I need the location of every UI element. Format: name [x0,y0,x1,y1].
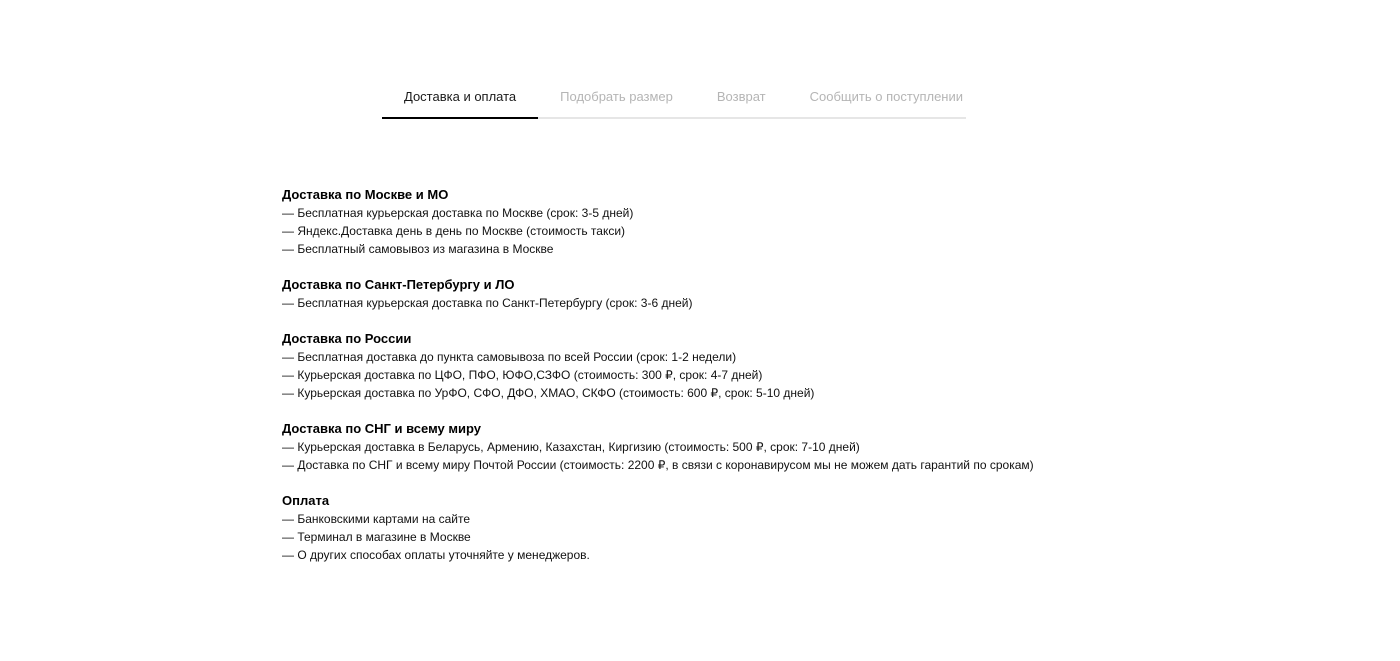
section-line: — Бесплатная доставка до пункта самовывоза по всей России (срок: 1-2 недели) [282,350,737,364]
tab-notify-arrival[interactable]: Сообщить о поступлении [809,89,963,104]
section-payment [282,492,1282,564]
section-moscow [282,186,1282,258]
section-line: — Терминал в магазине в Москве [282,530,471,544]
section-line: — Доставка по СНГ и всему миру Почтой России (стоимость: 2200 ₽, в связи с коронавирусом мы не можем дать гарантий по срокам) [282,458,1034,472]
section-title: Доставка по России [282,331,412,346]
tab-bar [382,80,966,119]
section-line: — О других способах оплаты уточняйте у менеджеров. [282,548,590,562]
section-line: — Бесплатный самовывоз из магазина в Москве [282,242,554,256]
tab-size-guide[interactable]: Подобрать размер [560,89,673,104]
tab-returns[interactable]: Возврат [716,89,766,104]
section-title: Доставка по Санкт-Петербургу и ЛО [282,277,515,292]
section-line: — Курьерская доставка по ЦФО, ПФО, ЮФО,СЗФО (стоимость: 300 ₽, срок: 4-7 дней) [282,368,763,382]
tab-content-delivery [282,186,1282,582]
section-line: — Курьерская доставка по УрФО, СФО, ДФО, ХМАО, СКФО (стоимость: 600 ₽, срок: 5-10 дней) [282,386,815,400]
section-line: — Яндекс.Доставка день в день по Москве (стоимость такси) [282,224,626,238]
tab-delivery-payment[interactable]: Доставка и оплата [382,80,538,117]
section-russia [282,330,1282,402]
section-title: Доставка по СНГ и всему миру [282,421,481,436]
section-line: — Банковскими картами на сайте [282,512,471,526]
section-cis-world [282,420,1282,474]
section-line: — Бесплатная курьерская доставка по Москве (срок: 3-5 дней) [282,206,634,220]
section-line: — Курьерская доставка в Беларусь, Армению, Казахстан, Киргизию (стоимость: 500 ₽, срок: 7-10 дней) [282,440,860,454]
section-title: Доставка по Москве и МО [282,187,449,202]
section-spb [282,276,1282,312]
section-title: Оплата [282,493,330,508]
section-line: — Бесплатная курьерская доставка по Санкт-Петербургу (срок: 3-6 дней) [282,296,693,310]
